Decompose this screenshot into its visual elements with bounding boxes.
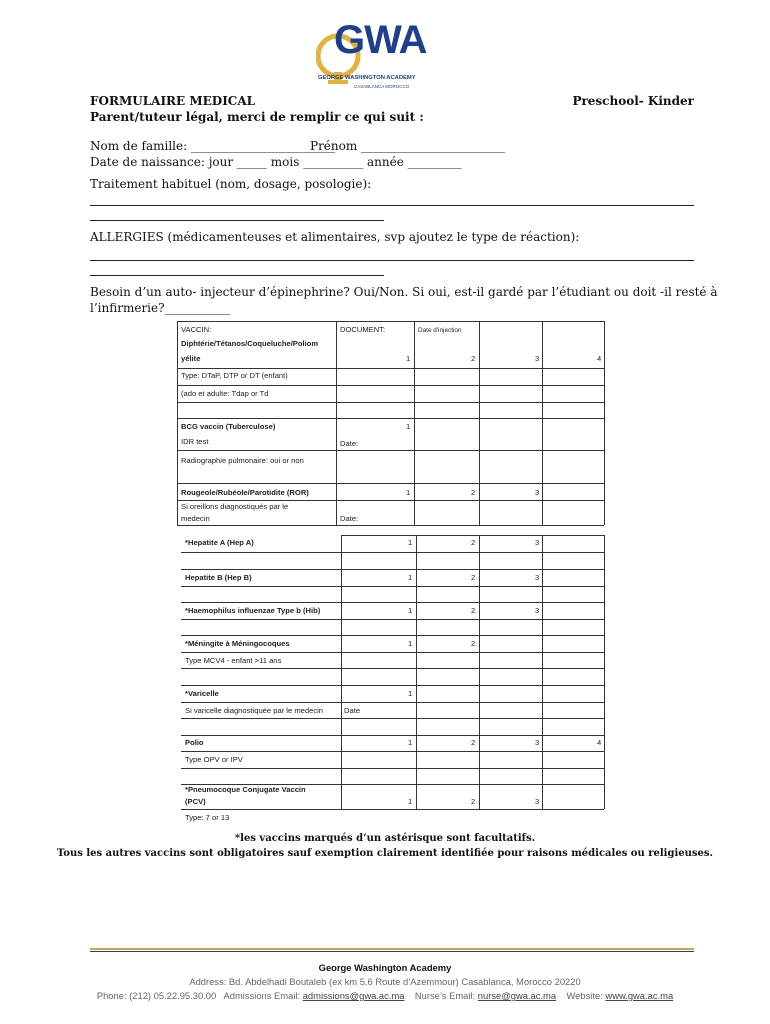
logo-subtitle-location: CASABLANCA MOROCCO <box>354 84 410 89</box>
logo-subtitle: GEORGE WASHINGTON ACADEMY <box>318 75 416 81</box>
epipen-question-cont[interactable]: l’infirmerie?___________ <box>90 301 231 315</box>
vaccine-polio: Polio <box>185 738 204 747</box>
header-vaccin: VACCIN: <box>181 325 212 334</box>
vaccine-ror: Rougeole/Rubéole/Parotidite (ROR) <box>181 488 309 497</box>
optional-vaccines-note: *les vaccins marqués d’un astérisque sont facultatifs. <box>234 833 536 844</box>
header-date-injection: Date d'injection <box>418 327 462 334</box>
dose-1: 1 <box>406 488 411 497</box>
dose-1: 1 <box>408 606 413 615</box>
dose-3: 3 <box>535 538 540 547</box>
footer-website-label: Website: <box>566 990 603 1001</box>
varicella-note: Si varicelle diagnostiquée par le medecin <box>185 706 324 715</box>
logo-text: GWA <box>334 18 427 62</box>
polio-type: Type OPV or IPV <box>185 755 243 764</box>
instruction-text: Parent/tuteur légal, merci de remplir ce qui suit : <box>90 110 424 124</box>
allergies-label: ALLERGIES (médicamenteuses et alimentaires, svp ajoutez le type de réaction): <box>90 230 580 244</box>
dose-1: 1 <box>408 538 413 547</box>
meningitis-type: Type MCV4 - enfant >11 ans <box>185 656 282 665</box>
dose-3: 3 <box>535 738 540 747</box>
form-title: FORMULAIRE MEDICAL <box>90 94 256 108</box>
ror-date-label: Date: <box>340 514 359 523</box>
vaccine-bcg: BCG vaccin (Tuberculose) <box>181 422 276 431</box>
vaccine-varicella: *Varicelle <box>185 689 219 698</box>
dose-1: 1 <box>406 354 411 363</box>
pcv-type: Type: 7 or 13 <box>185 813 230 822</box>
grade-level: Preschool- Kinder <box>572 94 694 108</box>
header-document: DOCUMENT: <box>340 325 386 334</box>
dose-1: 1 <box>408 689 413 698</box>
dose-4: 4 <box>597 738 602 747</box>
dose-2: 2 <box>471 606 476 615</box>
dose-3: 3 <box>535 606 540 615</box>
footer-admissions-label: Admissions Email: <box>223 990 301 1001</box>
vaccine-pcv-cont: (PCV) <box>185 797 206 806</box>
dose-3: 3 <box>535 488 540 497</box>
dose-1: 1 <box>408 738 413 747</box>
dose-2: 2 <box>471 797 476 806</box>
dose-2: 2 <box>471 538 476 547</box>
dose-1: 1 <box>408 639 413 648</box>
idr-date-label: Date: <box>340 439 359 448</box>
dose-2: 2 <box>471 573 476 582</box>
epipen-question: Besoin d’un auto- injecteur d’épinephrine? Oui/Non. Si oui, est-il gardé par l’étudiant ou doit -il resté à <box>90 285 718 299</box>
vaccine-pcv: *Pneumocoque Conjugate Vaccin <box>185 785 306 794</box>
dtp-type: Type: DTaP, DTP or DT (enfant) <box>181 371 288 380</box>
dose-1: 1 <box>406 422 411 431</box>
footer-contact <box>0 990 770 1001</box>
vaccine-hepb: Hepatite B (Hep B) <box>185 573 252 582</box>
dose-3: 3 <box>535 797 540 806</box>
treatment-label: Traitement habituel (nom, dosage, posologie): <box>90 177 372 191</box>
radiography: Radiographie pulmonaire: oui or non <box>181 456 304 465</box>
footer-school-name: George Washington Academy <box>318 962 452 973</box>
dose-2: 2 <box>471 738 476 747</box>
footer-divider-blue <box>90 951 694 952</box>
vaccine-dtp: Diphtérie/Tétanos/Coqueluche/Poliom <box>181 339 319 348</box>
vaccine-dtp-cont: yélite <box>181 354 201 363</box>
dose-3: 3 <box>535 354 540 363</box>
footer-address: Address: Bd. Abdelhadi Boutaleb (ex km 5.6 Route d’Azemmour) Casablanca, Morocco 20220 <box>189 976 581 987</box>
idr-test: IDR test <box>181 437 209 446</box>
ror-note-cont: medecin <box>181 514 210 523</box>
dose-2: 2 <box>471 639 476 648</box>
first-name-field[interactable]: Prénom ________________________ <box>310 139 506 153</box>
website-link[interactable]: www.gwa.ac.ma <box>605 990 674 1001</box>
nurse-email-link[interactable]: nurse@gwa.ac.ma <box>477 990 557 1001</box>
admissions-email-link[interactable]: admissions@gwa.ac.ma <box>302 990 405 1001</box>
ror-note: Si oreillons diagnostiqués par le <box>181 502 289 511</box>
vaccine-meningitis: *Méningite à Méningocoques <box>185 639 290 648</box>
footer-nurse-label: Nurse’s Email: <box>414 990 476 1001</box>
mandatory-vaccines-note: Tous les autres vaccins sont obligatoires sauf exemption clairement identifiée pour raisons médicales ou religieuses. <box>57 848 713 859</box>
dose-1: 1 <box>408 573 413 582</box>
varicella-date-label: Date <box>344 706 361 715</box>
dose-3: 3 <box>535 573 540 582</box>
dose-1: 1 <box>408 797 413 806</box>
dose-2: 2 <box>471 488 476 497</box>
footer-divider <box>90 948 694 950</box>
dtp-adult-type: (ado et adulte: Tdap or Td <box>181 389 269 398</box>
dose-4: 4 <box>597 354 602 363</box>
date-of-birth-field[interactable]: Date de naissance: jour _____ mois __________ année _________ <box>90 155 462 169</box>
family-name-field[interactable]: Nom de famille: ________________________ <box>90 139 335 153</box>
footer-phone: Phone: (212) 05.22.95.30.00 <box>96 990 217 1001</box>
vaccine-hepa: *Hepatite A (Hep A) <box>185 538 254 547</box>
dose-2: 2 <box>471 354 476 363</box>
vaccine-hib: *Haemophilus influenzae Type b (Hib) <box>185 606 321 615</box>
